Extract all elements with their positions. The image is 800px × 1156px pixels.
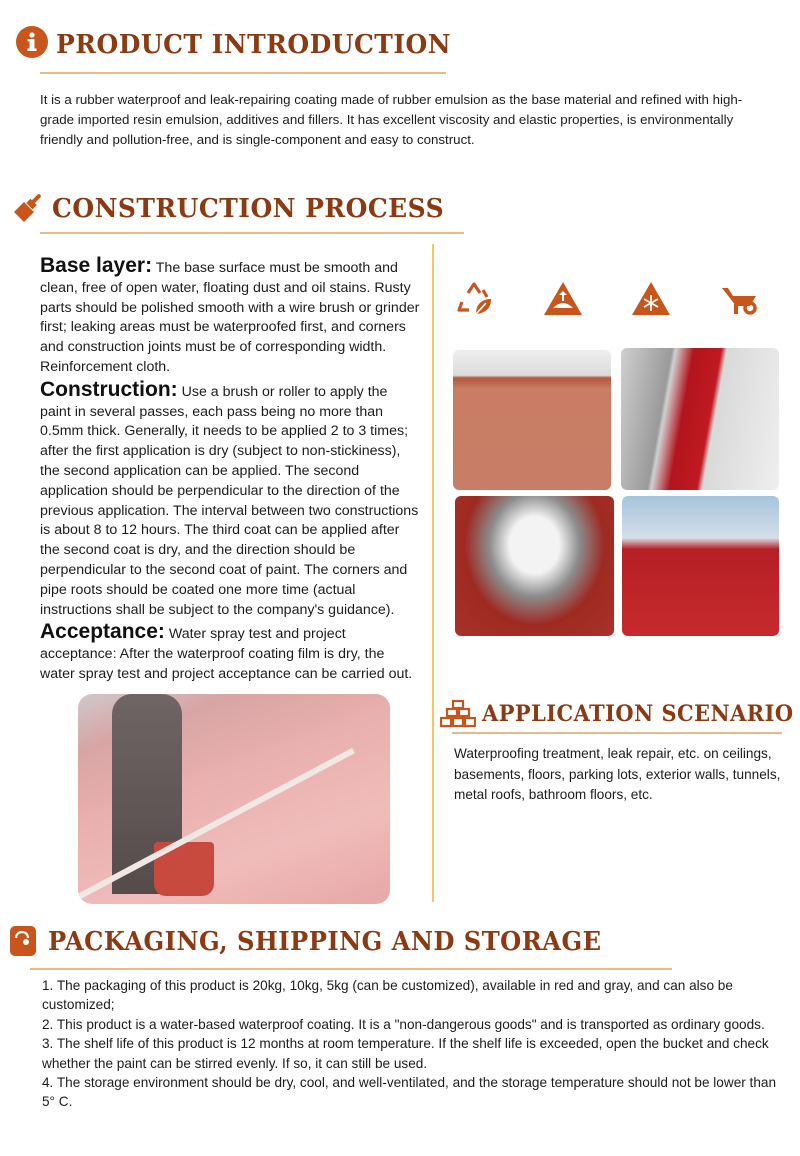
process-rule bbox=[40, 232, 464, 234]
intro-rule bbox=[40, 72, 446, 74]
process-title: CONSTRUCTION PROCESS bbox=[52, 194, 445, 224]
application-text: Waterproofing treatment, leak repair, etc. on ceilings, basements, floors, parking lots, exterior walls, tunnels, metal roofs, bathroom floors, etc. bbox=[454, 746, 781, 802]
step-text: The base surface must be smooth and clean, free of open water, floating dust and oil stains. Rusty parts should be polished smooth with a wire brush or grinder first; leaking areas must be waterproofed first, and corners and construction joints must be of corresponding width. Reinforcement cloth. bbox=[40, 260, 420, 375]
feature-icons bbox=[450, 280, 790, 320]
photo-metal-roof bbox=[622, 496, 779, 636]
photo-tiled-roof bbox=[453, 350, 611, 490]
step-label: Base layer: bbox=[40, 254, 153, 277]
intro-title: PRODUCT INTRODUCTION bbox=[56, 30, 452, 60]
warning-snowflake-icon bbox=[630, 280, 672, 318]
packaging-item: 3. The shelf life of this product is 12 months at room temperature. If the shelf life is exceeded, open the bucket and check whether the paint can be stirred evenly. If so, it can still be used. bbox=[42, 1036, 769, 1071]
photo-gutter bbox=[621, 348, 779, 490]
recycle-leaf-icon bbox=[456, 280, 494, 318]
intro-icon-wrap bbox=[16, 26, 48, 58]
step-text: Water spray test and project acceptance: After the waterproof coating film is dry, the water spray test and project acceptance can be carried out. bbox=[40, 626, 413, 682]
paint-bucket-icon bbox=[8, 924, 38, 958]
paintbrush-icon bbox=[10, 190, 46, 226]
packaging-icon-wrap bbox=[8, 924, 38, 958]
warning-mound-icon bbox=[542, 280, 584, 318]
application-title: APPLICATION SCENARIO bbox=[482, 701, 794, 727]
column-divider bbox=[432, 244, 434, 902]
step-construction bbox=[40, 377, 420, 621]
process-steps bbox=[40, 256, 420, 685]
photo-worker-rolling bbox=[78, 694, 390, 904]
packaging-list bbox=[42, 976, 792, 1112]
step-label: Construction: bbox=[40, 377, 178, 401]
application-rule bbox=[452, 732, 782, 734]
packaging-rule bbox=[30, 968, 672, 970]
step-acceptance bbox=[40, 622, 420, 684]
intro-text: It is a rubber waterproof and leak-repairing coating made of rubber emulsion as the base material and refined with high-grade imported resin emulsion, additives and fillers. It has excellent viscosity and elastic properties, is environmentally friendly and pollution-free, and is single-component and easy to construct. bbox=[40, 92, 743, 147]
step-text: Use a brush or roller to apply the paint in several passes, each pass being no more than 0.5mm thick. Generally, it needs to be applied 2 to 3 times; after the first application is dry (subject to non-stickiness), the second application can be applied. The second application should be perpendicular to the direction of the previous application. The interval between two constructions is about 8 to 12 hours. The third coat can be applied after the second coat is dry, and the direction should be perpendicular to the second coat of paint. The corners and pipe roots should be coated one more time (actual instructions shall be subject to the company's guidance). bbox=[40, 383, 419, 618]
packaging-item: 1. The packaging of this product is 20kg, 10kg, 5kg (can be customized), available in red and gray, and can also be customized; bbox=[42, 978, 733, 1013]
step-base-layer bbox=[40, 256, 420, 378]
process-icon-wrap bbox=[10, 190, 46, 226]
wheelbarrow-icon bbox=[720, 284, 760, 316]
application-icon-wrap bbox=[440, 699, 476, 729]
photo-pipe-base bbox=[455, 496, 614, 636]
step-label: Acceptance: bbox=[40, 620, 165, 644]
info-icon bbox=[16, 26, 48, 58]
packaging-title: PACKAGING, SHIPPING AND STORAGE bbox=[48, 927, 602, 957]
bricks-icon bbox=[440, 699, 476, 729]
packaging-item: 4. The storage environment should be dry, cool, and well-ventilated, and the storage temperature should not be lower than 5° C. bbox=[42, 1075, 777, 1110]
packaging-item: 2. This product is a water-based waterproof coating. It is a "non-dangerous goods" and is transported as ordinary goods. bbox=[42, 1016, 765, 1032]
